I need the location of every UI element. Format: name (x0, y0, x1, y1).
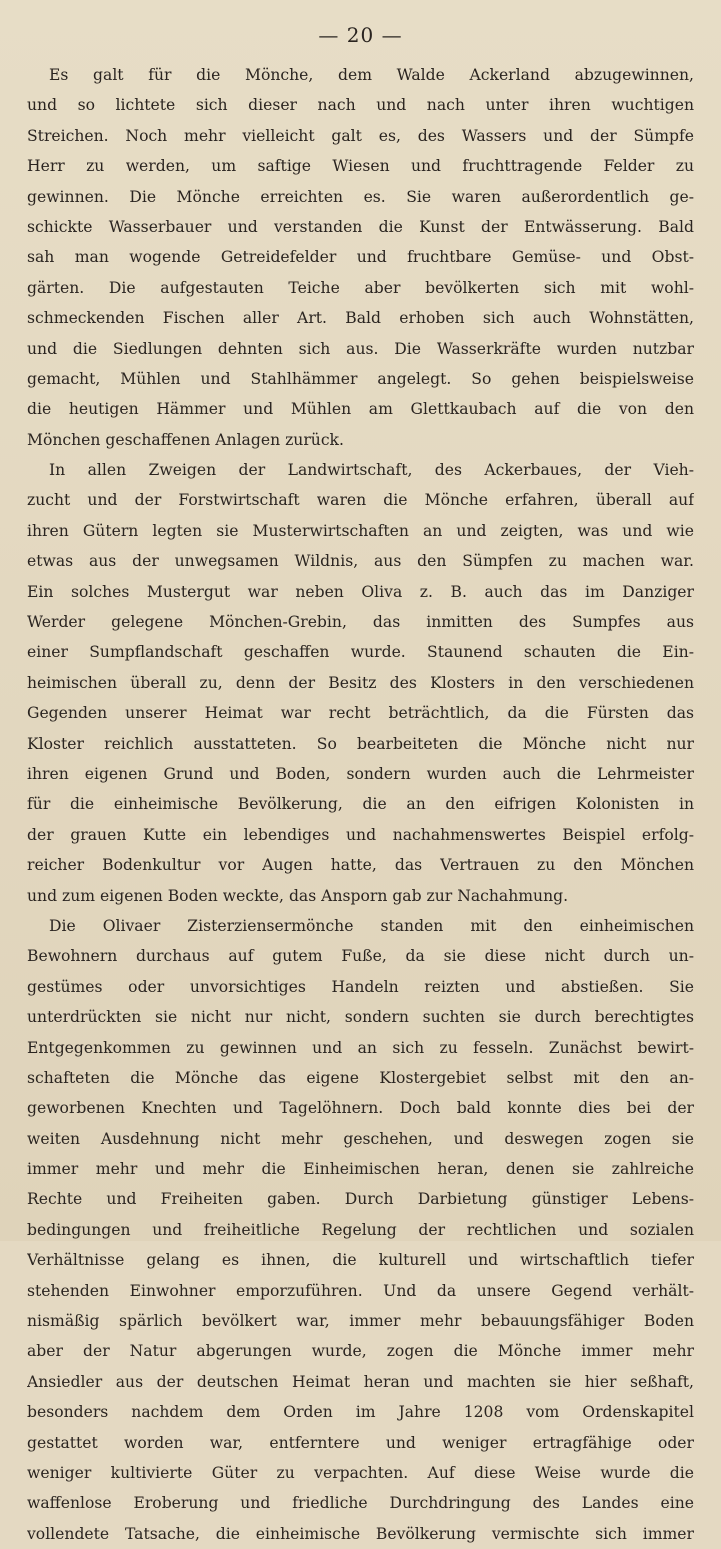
text-line: schickte Wasserbauer und verstanden die Kunst der Entwässerung. Bald (27, 217, 694, 236)
text-line: waffenlose Eroberung und friedliche Durchdringung des Landes eine (27, 1494, 694, 1513)
text-line: unterdrückten sie nicht nur nicht, sondern suchten sie durch berechtigtes (27, 1008, 694, 1027)
text-line: die heutigen Hämmer und Mühlen am Glettkaubach auf die von den (27, 400, 694, 419)
text-line: Ein solches Mustergut war neben Oliva z. B. auch das im Danziger (27, 582, 694, 601)
page-number: — 20 — (318, 23, 403, 47)
text-line: etwas aus der unwegsamen Wildnis, aus den Sümpfen zu machen war. (27, 552, 694, 571)
text-line: schmeckenden Fischen aller Art. Bald erhoben sich auch Wohnstätten, (27, 309, 694, 328)
text-line: ihren Gütern legten sie Musterwirtschaften an und zeigten, was und wie (27, 521, 694, 540)
text-line: gemacht, Mühlen und Stahlhämmer angelegt. So gehen beispielsweise (27, 369, 694, 388)
text-line: Streichen. Noch mehr vielleicht galt es, des Wassers und der Sümpfe (27, 126, 694, 145)
text-line: sah man wogende Getreidefelder und fruchtbare Gemüse- und Obst- (27, 248, 694, 267)
text-line: einer Sumpflandschaft geschaffen wurde. Staunend schauten die Ein- (27, 643, 694, 662)
text-line: Entgegenkommen zu gewinnen und an sich zu fesseln. Zunächst bewirt- (27, 1038, 694, 1057)
text-line: Ansiedler aus der deutschen Heimat heran und machten sie hier seßhaft, (27, 1372, 694, 1391)
text-line: Verhältnisse gelang es ihnen, die kulturell und wirtschaftlich tiefer (27, 1251, 694, 1270)
text-line: schafteten die Mönche das eigene Klostergebiet selbst mit den an- (27, 1068, 694, 1087)
text-line: heimischen überall zu, denn der Besitz des Klosters in den verschiedenen (27, 673, 694, 692)
text-line: reicher Bodenkultur vor Augen hatte, das Vertrauen zu den Mönchen (27, 856, 694, 875)
text-line: Die Olivaer Zisterziensermönche standen mit den einheimischen (49, 916, 694, 935)
text-line: immer mehr und mehr die Einheimischen heran, denen sie zahlreiche (27, 1160, 694, 1179)
text-line: zucht und der Forstwirtschaft waren die Mönche erfahren, überall auf (27, 491, 694, 510)
text-line: Kloster reichlich ausstatteten. So bearbeiteten die Mönche nicht nur (27, 734, 694, 753)
text-line: ihren eigenen Grund und Boden, sondern wurden auch die Lehrmeister (27, 764, 694, 783)
text-line: geworbenen Knechten und Tagelöhnern. Doch bald konnte dies bei der (27, 1099, 694, 1118)
text-line: weniger kultivierte Güter zu verpachten. Auf diese Weise wurde die (27, 1463, 694, 1482)
text-line: In allen Zweigen der Landwirtschaft, des Ackerbaues, der Vieh- (49, 461, 694, 480)
text-line: aber der Natur abgerungen wurde, zogen die Mönche immer mehr (27, 1342, 694, 1361)
text-line: der grauen Kutte ein lebendiges und nachahmenswertes Beispiel erfolg- (27, 825, 694, 844)
text-line: und so lichtete sich dieser nach und nach unter ihren wuchtigen (27, 96, 694, 115)
text-line: Gegenden unserer Heimat war recht beträchtlich, da die Fürsten das (27, 704, 694, 723)
text-line: Rechte und Freiheiten gaben. Durch Darbietung günstiger Lebens- (27, 1190, 694, 1209)
text-line: gestümes oder unvorsichtiges Handeln reizten und abstießen. Sie (27, 977, 694, 996)
text-line: gewinnen. Die Mönche erreichten es. Sie waren außerordentlich ge- (27, 187, 694, 206)
text-line: Mönchen geschaffenen Anlagen zurück. (27, 430, 344, 449)
text-line: bedingungen und freiheitliche Regelung der rechtlichen und sozialen (27, 1220, 694, 1239)
text-line: nismäßig spärlich bevölkert war, immer mehr bebauungsfähiger Boden (27, 1312, 694, 1331)
text-line: für die einheimische Bevölkerung, die an den eifrigen Kolonisten in (27, 795, 694, 814)
text-line: weiten Ausdehnung nicht mehr geschehen, und deswegen zogen sie (27, 1129, 694, 1148)
text-line: besonders nachdem dem Orden im Jahre 1208 vom Ordenskapitel (27, 1403, 694, 1422)
body-text (27, 60, 694, 1549)
text-line: Herr zu werden, um saftige Wiesen und fruchttragende Felder zu (27, 157, 694, 176)
text-line: und die Siedlungen dehnten sich aus. Die Wasserkräfte wurden nutzbar (27, 339, 694, 358)
text-line: Werder gelegene Mönchen-Grebin, das inmitten des Sumpfes aus (27, 613, 694, 632)
text-line: stehenden Einwohner emporzuführen. Und da unsere Gegend verhält- (27, 1281, 694, 1300)
text-line: Bewohnern durchaus auf gutem Fuße, da sie diese nicht durch un- (27, 947, 694, 966)
text-line: gestattet worden war, entferntere und weniger ertragfähige oder (27, 1433, 694, 1452)
text-line: gärten. Die aufgestauten Teiche aber bevölkerten sich mit wohl- (27, 278, 694, 297)
text-line: Es galt für die Mönche, dem Walde Ackerland abzugewinnen, (49, 66, 694, 84)
text-line: und zum eigenen Boden weckte, das Ansporn gab zur Nachahmung. (27, 886, 569, 905)
text-line: vollendete Tatsache, die einheimische Bevölkerung vermischte sich immer (27, 1524, 694, 1543)
